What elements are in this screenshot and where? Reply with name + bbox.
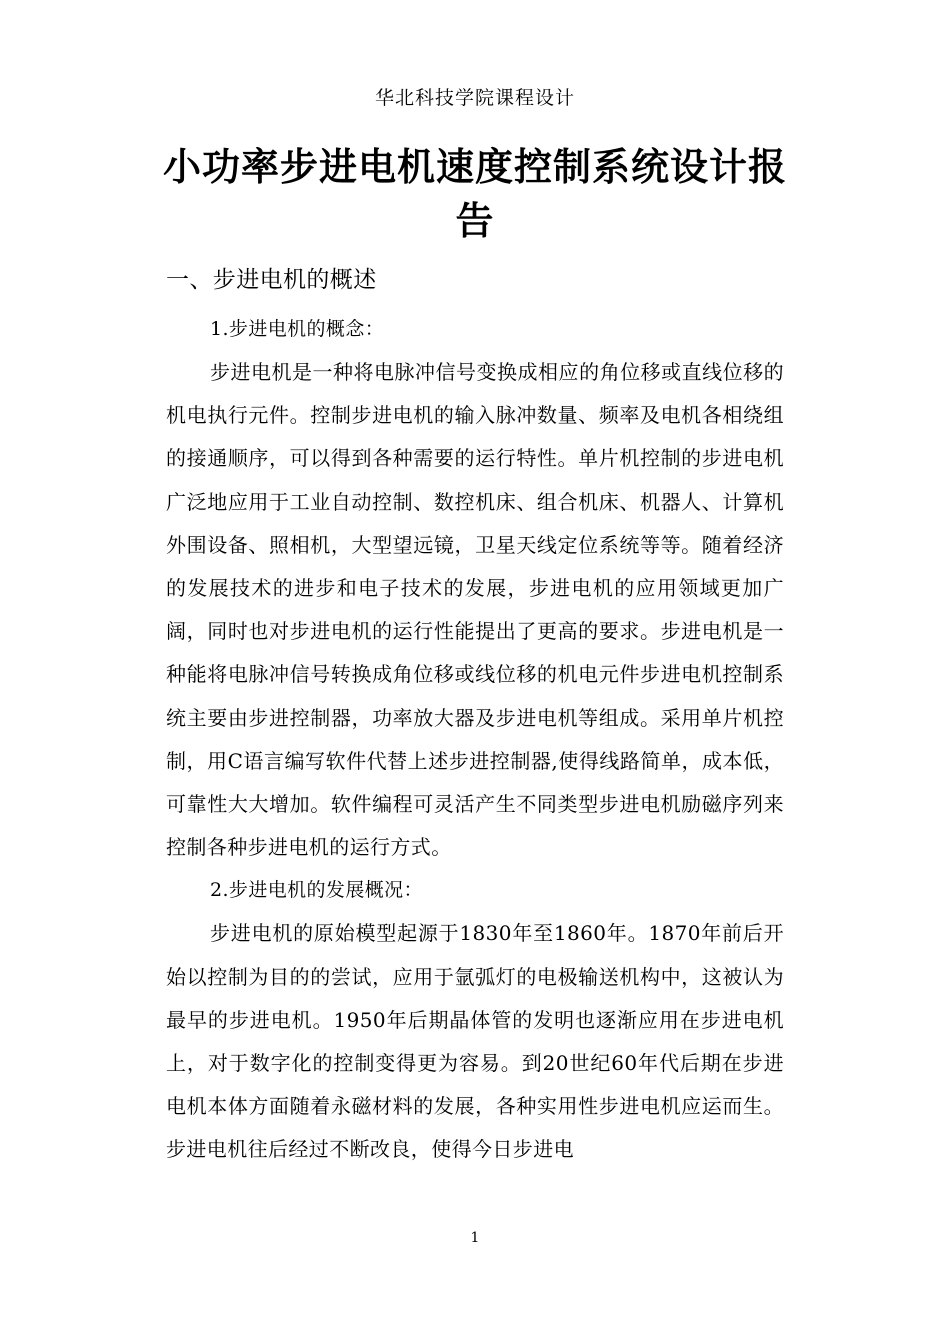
- subsection-heading-history: 2.步进电机的发展概况：: [210, 879, 423, 902]
- section-heading: 一、步进电机的概述: [166, 267, 377, 293]
- document-title: 小功率步进电机速度控制系统设计报告: [162, 145, 787, 243]
- page-number: 1: [470, 1230, 480, 1246]
- subsection-heading-concept: 1.步进电机的概念：: [210, 318, 385, 340]
- document-body: [166, 258, 784, 1172]
- page-header: 华北科技学院课程设计: [374, 87, 575, 109]
- paragraph-history: 步进电机的原始模型起源于1830年至1860年。1870年前后开始以控制为目的的尝试，应用于氩弧灯的电极输送机构中，这被认为最早的步进电机。1950年后期晶体管的发明也逐渐应用在步进电机上，对于数字化的控制变得更为容易。到20世纪60年代后期在步进电机本体方面随着永磁材料的发展，各种实用性步进电机应运而生。步进电机往后经过不断改良，使得今日步进电: [166, 921, 784, 1162]
- paragraph-concept: 步进电机是一种将电脉冲信号变换成相应的角位移或直线位移的机电执行元件。控制步进电机的输入脉冲数量、频率及电机各相绕组的接通顺序，可以得到各种需要的运行特性。单片机控制的步进电机广泛地应用于工业自动控制、数控机床、组合机床、机器人、计算机外围设备、照相机，大型望远镜，卫星天线定位系统等等。随着经济的发展技术的进步和电子技术的发展，步进电机的应用领域更加广阔，同时也对步进电机的运行性能提出了更高的要求。步进电机是一种能将电脉冲信号转换成角位移或线位移的机电元件步进电机控制系统主要由步进控制器，功率放大器及步进电机等组成。采用单片机控制，用C语言编写软件代替上述步进控制器,使得线路简单，成本低，可靠性大大增加。软件编程可灵活产生不同类型步进电机励磁序列来控制各种步进电机的运行方式。: [166, 360, 784, 860]
